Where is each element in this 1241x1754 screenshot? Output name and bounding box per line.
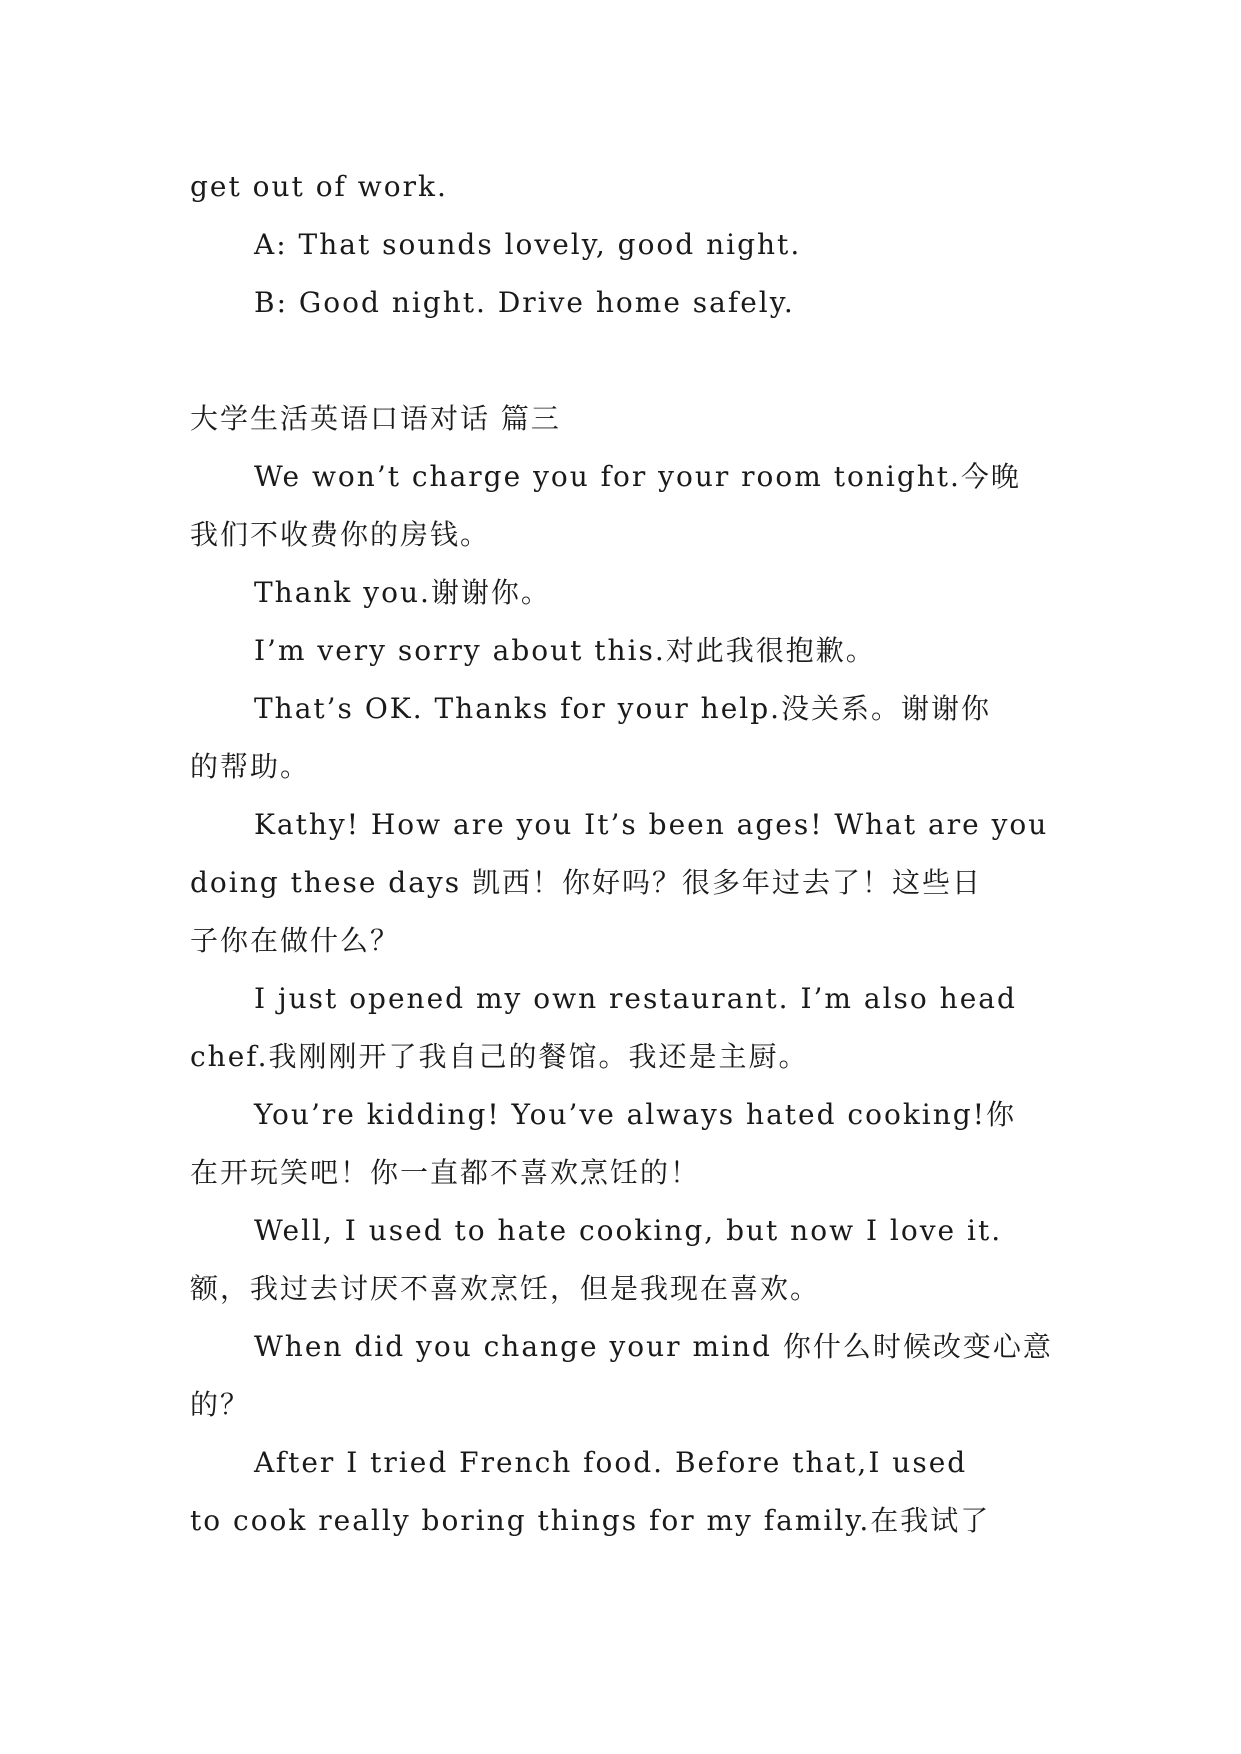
dialogue-line: Kathy! How are you It’s been ages! What are you xyxy=(254,808,1049,841)
dialogue-line: That’s OK. Thanks for your help.没关系。谢谢你 xyxy=(254,692,992,725)
dialogue-line: I’m very sorry about this.对此我很抱歉。 xyxy=(254,634,876,667)
dialogue-line: A: That sounds lovely, good night. xyxy=(254,228,802,261)
dialogue-line-continued: chef.我刚刚开了我自己的餐馆。我还是主厨。 xyxy=(190,1040,809,1073)
dialogue-line: Thank you.谢谢你。 xyxy=(254,576,551,609)
dialogue-line: We won’t charge you for your room tonight.今晚 xyxy=(254,460,1021,493)
dialogue-line-continued: 额，我过去讨厌不喜欢烹饪，但是我现在喜欢。 xyxy=(190,1272,821,1305)
dialogue-line: B: Good night. Drive home safely. xyxy=(254,286,795,319)
dialogue-line: Well, I used to hate cooking, but now I love it. xyxy=(254,1214,1003,1247)
dialogue-line-continued: 子你在做什么？ xyxy=(190,924,401,957)
dialogue-line-continued: to cook really boring things for my family.在我试了 xyxy=(190,1504,991,1537)
dialogue-line-continued: doing these days 凯西！你好吗？很多年过去了！这些日 xyxy=(190,866,982,899)
section-heading: 大学生活英语口语对话 篇三 xyxy=(190,402,561,435)
dialogue-line: When did you change your mind 你什么时候改变心意 xyxy=(254,1330,1053,1363)
dialogue-line: After I tried French food. Before that,I used xyxy=(254,1446,968,1479)
dialogue-line-continued: 的？ xyxy=(190,1388,251,1421)
dialogue-line-continued: 在开玩笑吧！你一直都不喜欢烹饪的！ xyxy=(190,1156,701,1189)
dialogue-line-continued: 我们不收费你的房钱。 xyxy=(190,518,491,551)
text-line: get out of work. xyxy=(190,170,448,203)
dialogue-line: I just opened my own restaurant. I’m also head xyxy=(254,982,1017,1015)
dialogue-line-continued: 的帮助。 xyxy=(190,750,311,783)
document-text xyxy=(190,158,1053,1550)
dialogue-line: You’re kidding! You’ve always hated cooking!你 xyxy=(254,1098,1016,1131)
